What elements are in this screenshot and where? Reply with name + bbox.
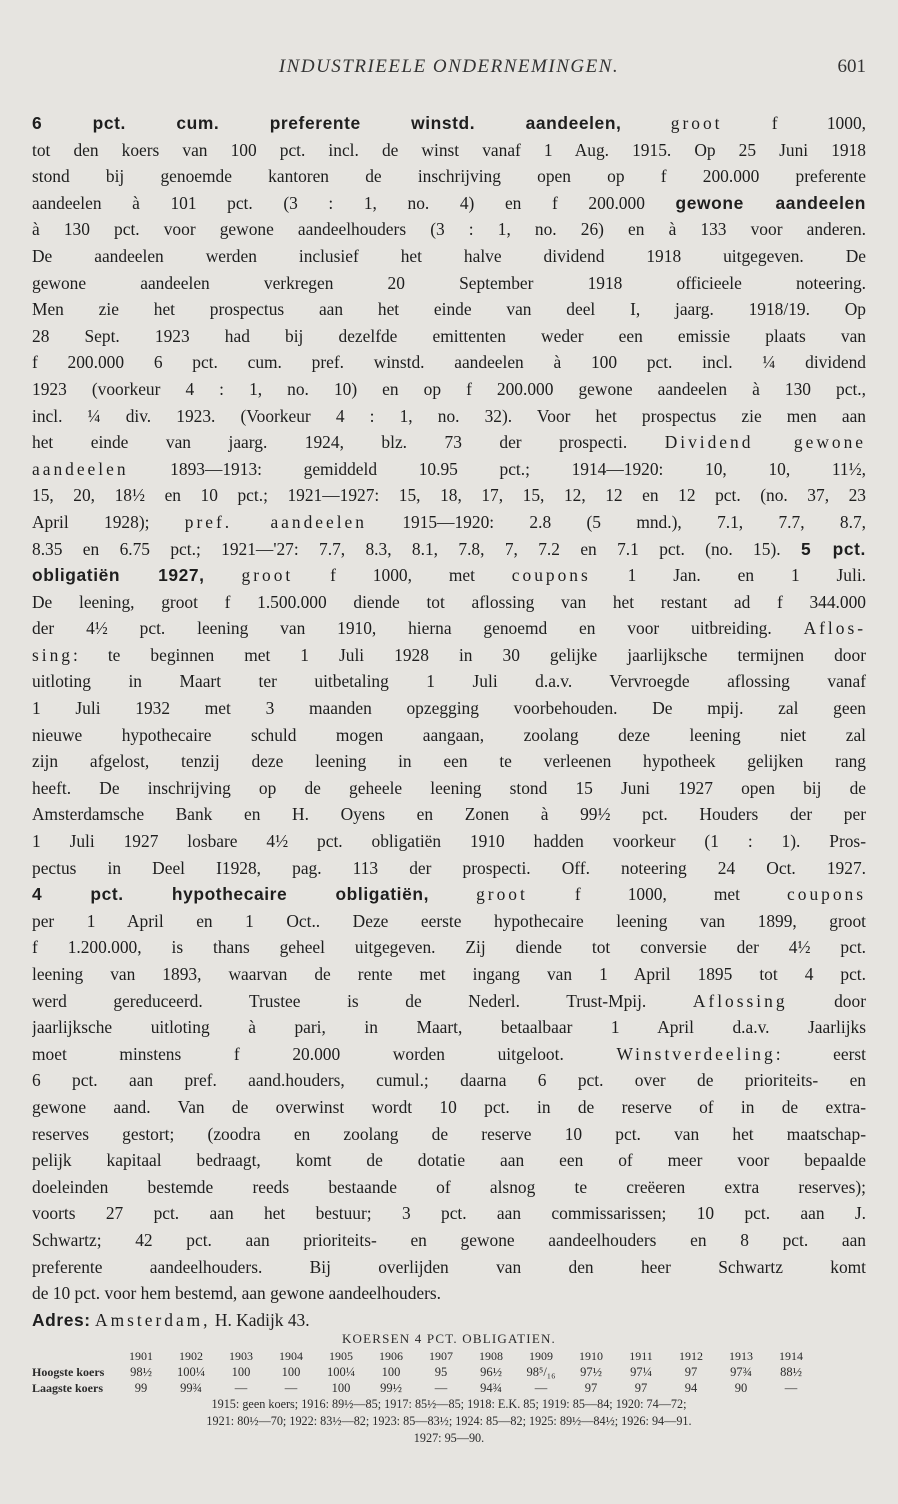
year-header-cell: 1907 (429, 1349, 453, 1363)
text-line (32, 296, 866, 323)
text-span: 1893—1913: gemiddeld 10.95 pct.; 1914—1920: 10, 10, 11½, (128, 458, 866, 479)
text-span: 1923 (voorkeur 4 : 1, no. 10) en op f 200.000 gewone aandeelen à 130 pct., (32, 378, 866, 399)
text-line (32, 988, 866, 1015)
text-line (32, 668, 866, 695)
text-span: 1 Juli 1927 losbare 4½ pct. obligatiën 1910 hadden voorkeur (1 : 1). Pros- (32, 831, 866, 852)
text-line (32, 323, 866, 350)
text-line (32, 456, 866, 483)
text-span: jaarlijksche uitloting à pari, in Maart, betaalbaar 1 April d.a.v. Jaarlijks (32, 1017, 866, 1038)
text-span: à 130 pct. voor gewone aandeelhouders (3 : 1, no. 26) en à 133 voor anderen. (32, 219, 866, 240)
table-cell: 97 (584, 1381, 598, 1395)
text-line (32, 695, 866, 722)
table-cell: 100¼ (326, 1365, 356, 1379)
text-line (32, 615, 866, 642)
spaced-text-span: coupons (511, 565, 591, 586)
text-span: zijn afgelost, tenzij deze leening in een te verleenen hypotheek gelijken rang (32, 751, 866, 772)
text-span: per 1 April en 1 Oct.. Deze eerste hypothecaire leening van 1899, groot (32, 910, 866, 931)
text-line (32, 1200, 866, 1227)
text-line (32, 509, 866, 536)
table-cell: — (284, 1381, 298, 1395)
text-span: moet minstens f 20.000 worden uitgeloot. (32, 1043, 617, 1064)
year-header-cell: 1903 (229, 1349, 253, 1363)
table-cell: 97¼ (630, 1365, 652, 1379)
text-line (32, 243, 866, 270)
text-line (32, 1094, 866, 1121)
spaced-text-span: Aflossing (692, 990, 788, 1011)
text-line (32, 1227, 866, 1254)
body-text (32, 110, 866, 1333)
text-span: : te beginnen met 1 Juli 1928 in 30 gelijke jaarlijksche termijnen door (73, 644, 866, 665)
text-span: pelijk kapitaal bedraagt, komt de dotatie aan een of meer voor bepaalde (32, 1150, 866, 1171)
year-header-cell: 1905 (329, 1349, 353, 1363)
spaced-text-span: Dividend gewone (664, 432, 866, 453)
text-line (32, 163, 866, 190)
text-span (205, 565, 242, 585)
koersen-table (32, 1330, 866, 1447)
table-cell: 100 (281, 1365, 301, 1379)
table-notes (32, 1396, 866, 1447)
text-line (32, 536, 866, 563)
text-span: heeft. De inschrijving op de geheele leening stond 15 Juni 1927 open bij de (32, 777, 866, 798)
year-header-cell: 1911 (629, 1349, 653, 1363)
text-span: De aandeelen werden inclusief het halve dividend 1918 uitgegeven. De (32, 245, 866, 266)
spaced-text-span: sing (32, 644, 73, 665)
value-rows (32, 1364, 866, 1396)
text-line (32, 190, 866, 217)
year-header-cell: 1913 (729, 1349, 753, 1363)
text-span: pectus in Deel I1928, pag. 113 der prospecti. Off. noteering 24 Oct. 1927. (32, 857, 866, 878)
text-span: Amsterdamsche Bank en H. Oyens en Zonen à 99½ pct. Houders der per (32, 804, 866, 825)
text-span: H. Kadijk 43. (210, 1309, 310, 1330)
text-span (429, 884, 476, 904)
year-header-cell: 1906 (379, 1349, 403, 1363)
text-line (32, 482, 866, 509)
table-note-line: 1921: 80½—70; 1922: 83½—82; 1923: 85—83½; 1924: 85—82; 1925: 89½—84½; 1926: 94—91. (206, 1414, 692, 1428)
table-cell: 99½ (380, 1381, 402, 1395)
bold-heading-span: gewone aandeelen (675, 192, 866, 213)
row-label: Laagste koers (32, 1381, 103, 1395)
text-span: het einde van jaarg. 1924, blz. 73 der prospecti. (32, 432, 665, 453)
text-span: werd gereduceerd. Trustee is de Nederl. Trust-Mpij. (32, 990, 693, 1011)
table-cell: 88½ (780, 1365, 802, 1379)
text-span: nieuwe hypothecaire schuld mogen aangaan, zoolang deze leening niet zal (32, 724, 866, 745)
text-line (32, 429, 866, 456)
spaced-text-span: groot (241, 565, 294, 586)
table-row (32, 1380, 866, 1396)
text-line (32, 855, 866, 882)
text-line (32, 270, 866, 297)
text-span: April 1928); (32, 511, 185, 532)
text-line (32, 403, 866, 430)
table-cell: 99¾ (180, 1381, 202, 1395)
text-span: 15, 20, 18½ en 10 pct.; 1921—1927: 15, 18, 17, 15, 12, 12 en 12 pct. (no. 37, 23 (32, 485, 866, 506)
page-number: 601 (837, 56, 866, 77)
text-span: leening van 1893, waarvan de rente met ingang van 1 April 1895 tot 4 pct. (32, 964, 866, 984)
text-span: gewone aandeelen verkregen 20 September 1918 officieele noteering. (32, 272, 866, 293)
spaced-text-span: Aflos- (803, 618, 866, 639)
year-header-cell: 1901 (129, 1349, 153, 1363)
bold-heading-span: 4 pct. hypothecaire obligatiën, (32, 884, 430, 905)
spaced-text-span: pref. aandeelen (184, 511, 367, 532)
table-cell: 97 (684, 1365, 698, 1379)
text-span: doeleinden bestemde reeds bestaande of alsnog te creëeren extra reserves); (32, 1176, 866, 1197)
text-line (32, 1254, 866, 1281)
table-cell: — (434, 1381, 448, 1395)
text-span: aandeelen à 101 pct. (3 : 1, no. 4) en f 200.000 (32, 192, 676, 213)
text-line (32, 801, 866, 828)
bold-heading-span: 6 pct. cum. preferente winstd. aandeelen, (32, 113, 622, 133)
text-span: 28 Sept. 1923 had bij dezelfde emittenten weder een emissie plaats van (32, 325, 866, 346)
text-line (32, 349, 866, 376)
table-note-line: 1915: geen koers; 1916: 89½—85; 1917: 85½—85; 1918: E.K. 85; 1919: 85—84; 1920: 74—72; (211, 1397, 687, 1411)
table-cell: 94 (684, 1381, 698, 1395)
running-title: INDUSTRIEELE ONDERNEMINGEN. (278, 56, 620, 77)
text-span: f 1000, met (293, 565, 512, 586)
text-span: De leening, groot f 1.500.000 diende tot aflossing van het restant ad f 344.000 (32, 591, 866, 612)
text-span: 1 Juli 1932 met 3 maanden opzegging voorbehouden. De mpij. zal geen (32, 698, 866, 719)
spaced-text-span: coupons (787, 884, 866, 905)
table-row (32, 1364, 866, 1380)
year-header-cell: 1912 (679, 1349, 703, 1363)
table-cell: 97½ (580, 1365, 602, 1379)
text-line (32, 376, 866, 403)
table-cell: 100 (381, 1365, 401, 1379)
table-cell: — (784, 1381, 798, 1395)
text-line (32, 1014, 866, 1041)
year-header-cell: 1910 (579, 1349, 603, 1363)
text-line (32, 1147, 866, 1174)
table-cell: 94¾ (480, 1381, 502, 1395)
text-line (32, 748, 866, 775)
table-cell: — (234, 1381, 248, 1395)
text-line (32, 589, 866, 616)
year-header-cell: 1909 (529, 1349, 553, 1363)
spaced-text-span: Amsterdam, (95, 1309, 211, 1330)
text-span: f 1000, met (527, 884, 788, 905)
text-span: f 200.000 6 pct. cum. pref. winstd. aandeelen à 100 pct. incl. ¼ dividend (32, 352, 866, 373)
text-span: 8.35 en 6.75 pct.; 1921—'27: 7.7, 8.3, 8.1, 7.8, 7, 7.2 en 7.1 pct. (no. 15). (32, 538, 801, 559)
bold-heading-span: 5 pct. (800, 538, 866, 559)
text-span: Schwartz; 42 pct. aan prioriteits- en gewone aandeelhouders en 8 pct. aan (32, 1229, 866, 1250)
text-span: 6 pct. aan pref. aand.houders, cumul.; daarna 6 pct. over de prioriteits- en (32, 1070, 866, 1091)
spaced-text-span: groot (670, 113, 723, 133)
year-header-cell: 1904 (279, 1349, 303, 1363)
spaced-text-span: Winstverdeeling (616, 1043, 776, 1064)
text-line (32, 1121, 866, 1148)
table-cell: 95 (434, 1365, 448, 1379)
text-line (32, 961, 866, 988)
text-span: tot den koers van 100 pct. incl. de winst vanaf 1 Aug. 1915. Op 25 Juni 1918 (32, 139, 866, 160)
spaced-text-span: groot (476, 884, 528, 905)
table-cell: 97¾ (730, 1365, 752, 1379)
table-cell: 96½ (480, 1365, 502, 1379)
year-header-cell: 1902 (179, 1349, 203, 1363)
year-header-cell: 1908 (479, 1349, 503, 1363)
text-span: incl. ¼ div. 1923. (Voorkeur 4 : 1, no. 32). Voor het prospectus zie men aan (32, 405, 866, 426)
text-line (32, 1174, 866, 1201)
text-span: de 10 pct. voor hem bestemd, aan gewone aandeelhouders. (32, 1283, 442, 1304)
text-span: Men zie het prospectus aan het einde van deel I, jaarg. 1918/19. Op (32, 299, 866, 320)
table-title: KOERSEN 4 PCT. OBLIGATIEN. (341, 1331, 557, 1346)
text-span: preferente aandeelhouders. Bij overlijden van den heer Schwartz komt (32, 1256, 866, 1277)
text-line (32, 908, 866, 935)
page-header (32, 56, 866, 86)
text-span: 1915—1920: 2.8 (5 mnd.), 7.1, 7.7, 8.7, (366, 511, 866, 532)
text-span: reserves gestort; (zoodra en zoolang de reserve 10 pct. van het maatschap- (32, 1123, 866, 1144)
text-span: gewone aand. Van de overwinst wordt 10 pct. in de reserve of in de extra- (32, 1096, 866, 1117)
year-header-cell: 1914 (779, 1349, 803, 1363)
text-span: door (787, 990, 866, 1011)
table-note-line: 1927: 95—90. (413, 1431, 485, 1445)
text-line (32, 722, 866, 749)
table-cell: 100 (231, 1365, 251, 1379)
text-span: stond bij genoemde kantoren de inschrijving open op f 200.000 preferente (32, 166, 866, 187)
text-line (32, 828, 866, 855)
text-span: 1 Jan. en 1 Juli. (590, 565, 866, 586)
text-line (32, 216, 866, 243)
table-cell: — (534, 1381, 548, 1395)
row-label: Hoogste koers (32, 1365, 105, 1379)
text-span: f 1000, (722, 113, 866, 133)
text-line (32, 1280, 866, 1307)
table-cell: 98½ (130, 1365, 152, 1379)
text-line (32, 562, 866, 589)
text-line (32, 881, 866, 908)
text-span: f 1.200.000, is thans geheel uitgegeven. Zij diende tot conversie der 4½ pct. (32, 937, 866, 958)
text-span: uitloting in Maart ter uitbetaling 1 Juli d.a.v. Vervroegde aflossing vanaf (32, 671, 866, 692)
text-line (32, 137, 866, 164)
table-cell: 90 (734, 1381, 748, 1395)
text-span: der 4½ pct. leening van 1910, hierna genoemd en voor uitbreiding. (32, 618, 804, 639)
table-cell: 97 (634, 1381, 648, 1395)
table-cell: 100¼ (176, 1365, 206, 1379)
text-line (32, 1041, 866, 1068)
text-span: : eerst (775, 1043, 866, 1064)
bold-heading-span: Adres: (32, 1309, 91, 1330)
text-span (621, 113, 670, 133)
text-span: voorts 27 pct. aan het bestuur; 3 pct. aan commissarissen; 10 pct. aan J. (32, 1203, 866, 1224)
text-line (32, 642, 866, 669)
table-cell: 98⁵/₁₆ (526, 1365, 556, 1379)
spaced-text-span: aandeelen (32, 458, 129, 479)
bold-heading-span: obligatiën 1927, (32, 565, 205, 586)
table-cell: 100 (331, 1381, 351, 1395)
text-line (32, 934, 866, 961)
text-line (32, 110, 866, 137)
text-line (32, 1067, 866, 1094)
text-line (32, 775, 866, 802)
table-cell: 99 (134, 1381, 148, 1395)
year-header-spacer (32, 1348, 116, 1364)
year-header-row (32, 1348, 866, 1364)
